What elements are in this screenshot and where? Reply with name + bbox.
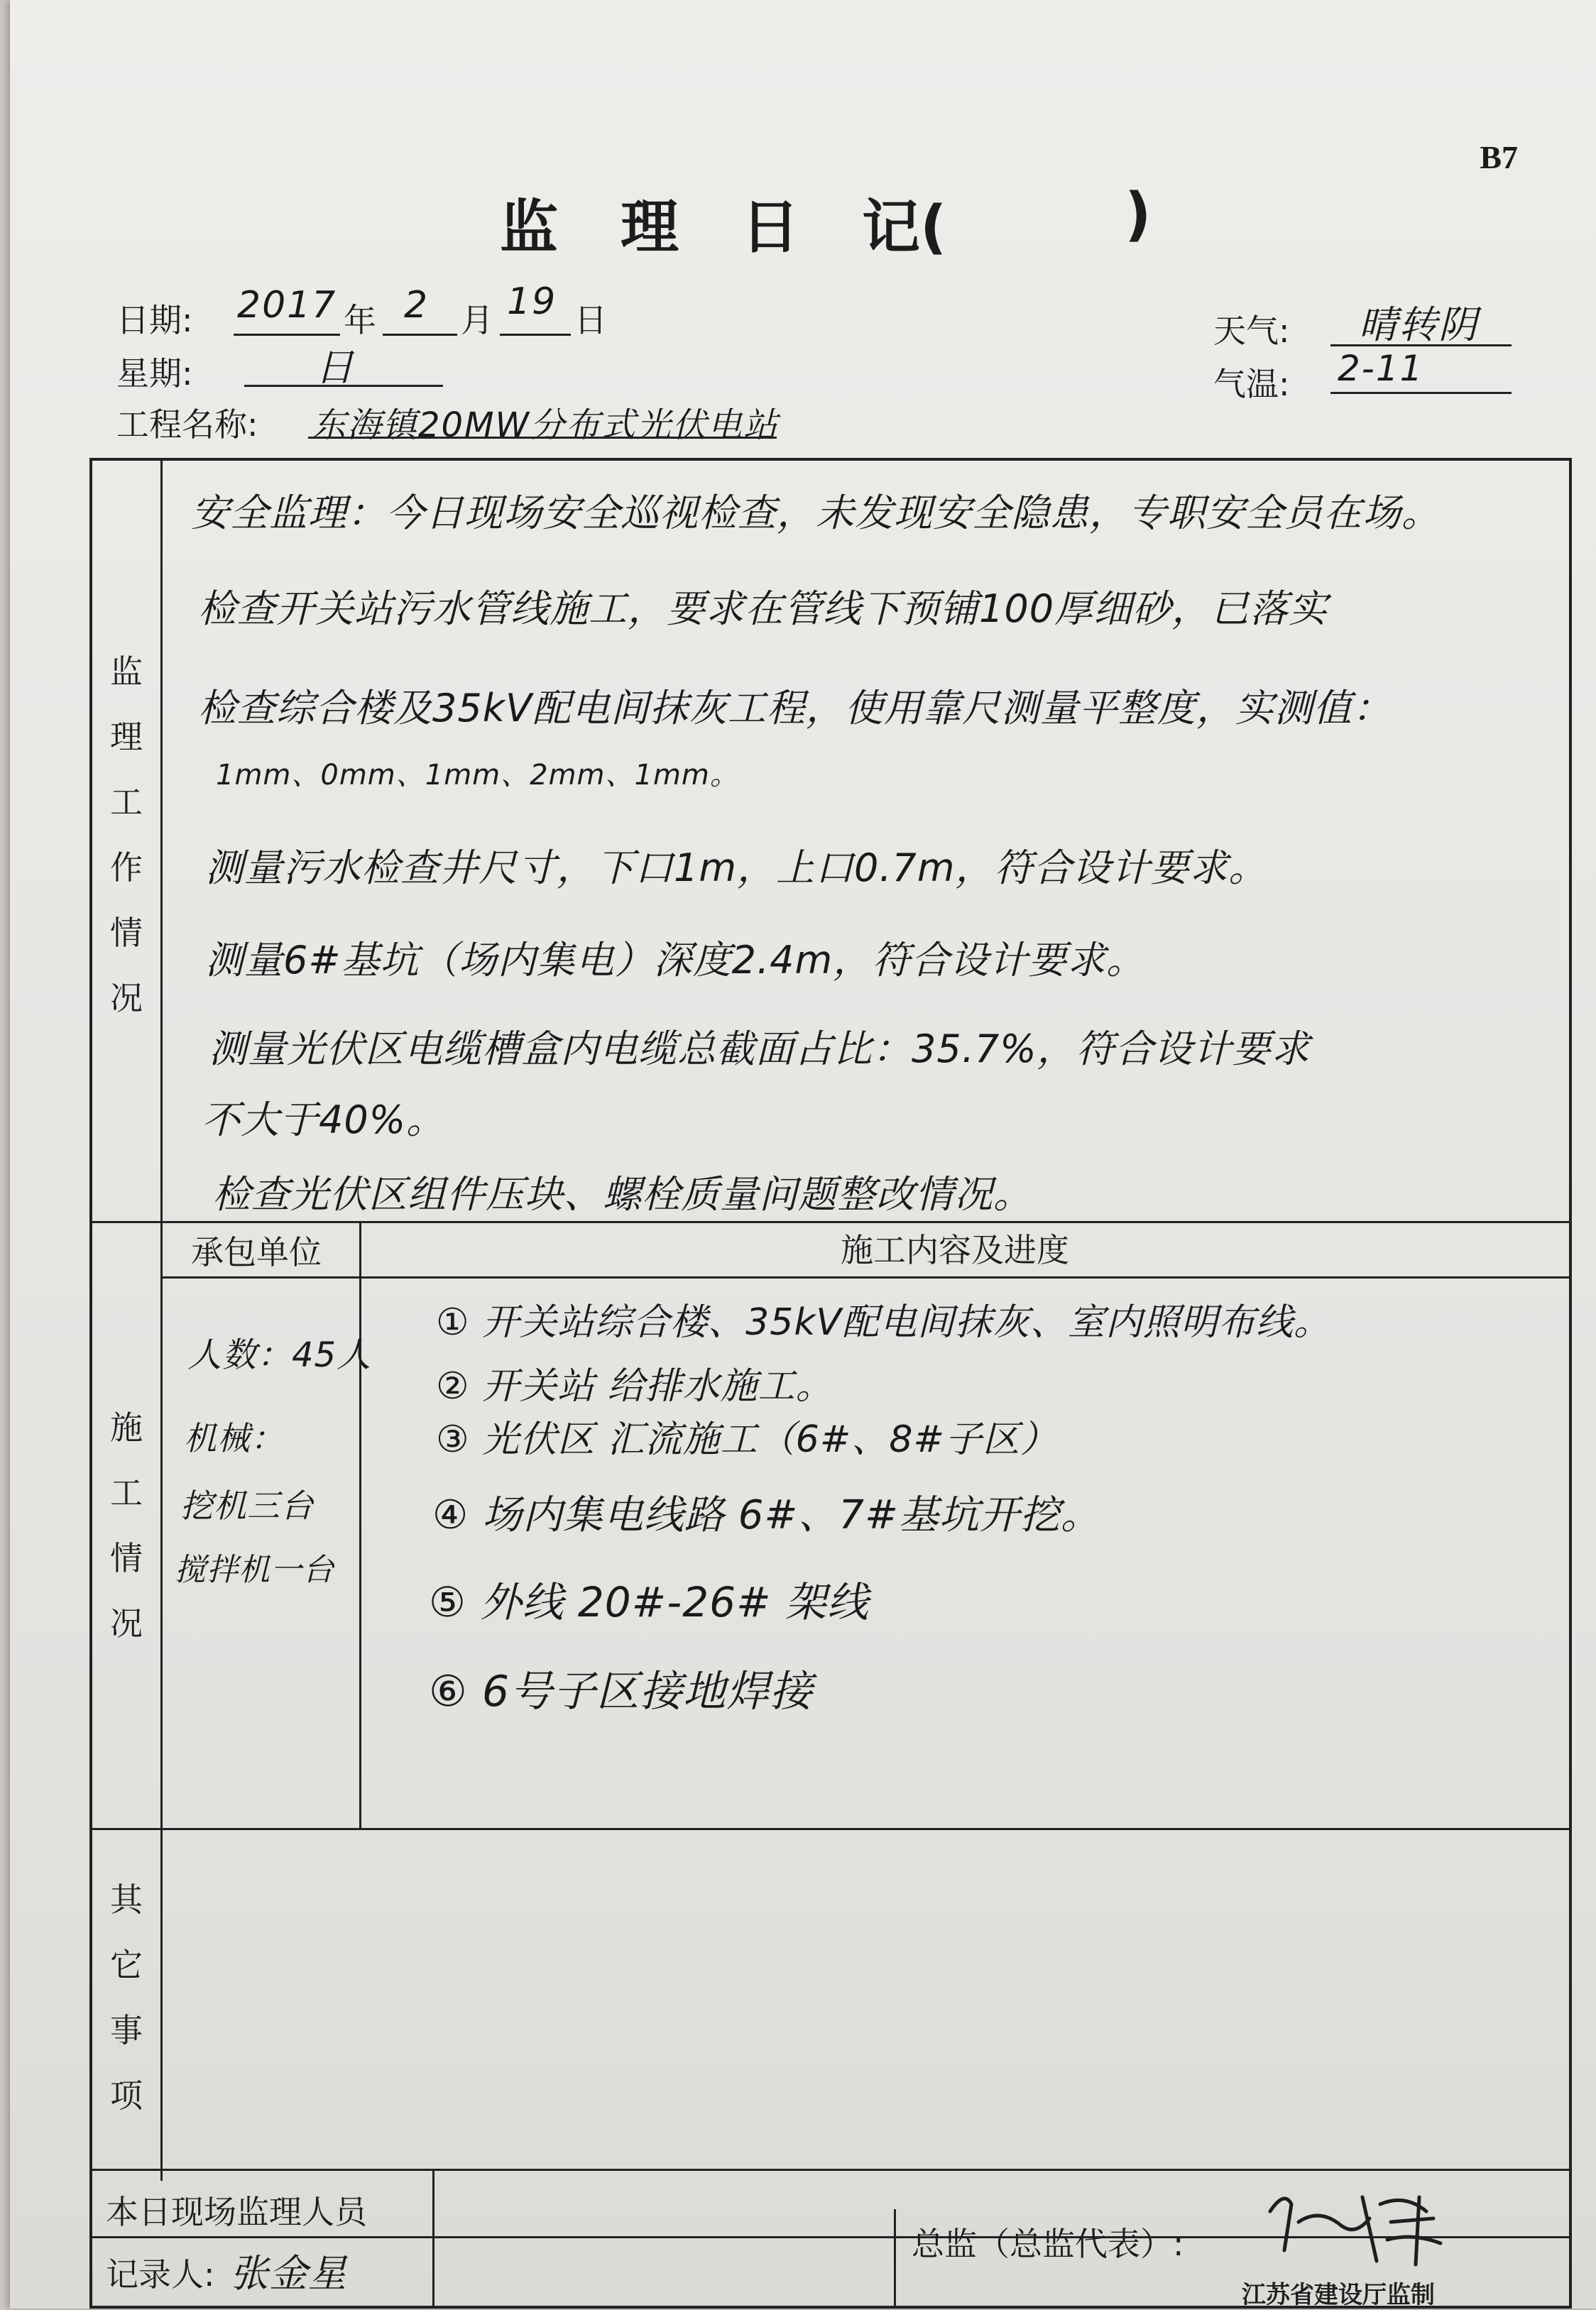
construction-header-divider	[162, 1276, 1570, 1279]
supervision-line: 1mm、0mm、1mm、2mm、1mm。	[216, 759, 739, 792]
label-char: 项	[110, 2076, 143, 2115]
weekday-label: 星期:	[116, 354, 193, 393]
progress-column-header: 施工内容及进度	[841, 1231, 1069, 1269]
month-underline	[383, 334, 457, 336]
supervision-line: 测量6#基坑（场内集电）深度2.4m，符合设计要求。	[205, 938, 1146, 982]
supervision-line: 测量光伏区电缆槽盒内电缆总截面占比：35.7%，符合设计要求	[209, 1027, 1311, 1071]
progress-line: ④ 场内集电线路 6#、7#基坑开挖。	[432, 1492, 1101, 1538]
contractor-line: 挖机三台	[180, 1487, 314, 1525]
recorder-name: 张金星	[230, 2251, 347, 2296]
weather-value: 晴转阴	[1359, 302, 1478, 347]
title-char: )	[1125, 181, 1152, 248]
label-char: 工	[110, 1474, 143, 1512]
supervision-label	[92, 639, 160, 1031]
date-month: 2	[404, 284, 430, 327]
weekday-value: 日	[315, 345, 355, 390]
label-char: 事	[110, 2011, 143, 2049]
supervision-line: 检查光伏区组件压块、螺栓质量问题整改情况。	[212, 1172, 1032, 1217]
day-underline	[500, 334, 571, 336]
recorder-label: 记录人:	[106, 2255, 215, 2294]
title-char: 记(	[862, 194, 947, 261]
label-char: 工	[110, 783, 143, 821]
chief-label: 总监（总监代表）:	[912, 2225, 1184, 2263]
footer-divider-chief	[894, 2209, 896, 2309]
supervision-line: 检查综合楼及35kV配电间抹灰工程，使用靠尺测量平整度，实测值：	[198, 686, 1392, 730]
diary-sheet	[10, 0, 1596, 2309]
temperature-value: 2-11	[1338, 348, 1424, 389]
progress-line: ② 开关站 给排水施工。	[436, 1365, 833, 1408]
other-label	[92, 1867, 160, 2128]
supervision-line: 测量污水检查井尺寸，下口1m，上口0.7m，符合设计要求。	[205, 845, 1268, 890]
project-label: 工程名称:	[116, 405, 258, 444]
supervision-line: 不大于40%。	[202, 1097, 446, 1142]
weather-label: 天气:	[1213, 312, 1290, 350]
label-char: 施	[110, 1408, 143, 1447]
contractor-line: 搅拌机一台	[175, 1552, 334, 1588]
form-code: B7	[1480, 139, 1518, 175]
label-char: 情	[110, 1539, 143, 1577]
year-underline	[234, 334, 340, 336]
date-label: 日期:	[116, 301, 193, 339]
progress-line: ⑤ 外线 20#-26# 架线	[429, 1578, 870, 1626]
page-title	[500, 181, 1174, 259]
label-char: 况	[110, 1604, 143, 1643]
month-unit: 月	[461, 301, 493, 339]
contractor-line: 机械：	[184, 1419, 284, 1457]
section-divider-supervision	[91, 1221, 1570, 1223]
chief-signature	[1256, 2183, 1469, 2268]
contractor-line: 人数：45人	[187, 1335, 372, 1375]
contractor-column-header: 承包单位	[191, 1233, 322, 1271]
label-column-divider	[160, 459, 163, 2181]
title-char: 理	[621, 194, 679, 261]
staff-label: 本日现场监理人员	[106, 2193, 367, 2231]
label-char: 理	[110, 718, 143, 756]
label-char: 它	[110, 1946, 143, 1984]
label-char: 况	[110, 979, 143, 1017]
title-char: 日	[741, 194, 800, 261]
progress-line: ⑥ 6号子区接地焊接	[429, 1667, 814, 1717]
progress-line: ① 开关站综合楼、35kV配电间抹灰、室内照明布线。	[436, 1301, 1332, 1344]
date-day: 19	[507, 280, 557, 323]
project-underline	[308, 437, 777, 439]
construction-label	[92, 1395, 160, 1656]
project-name: 东海镇20MW分布式光伏电站	[312, 405, 779, 445]
issuing-authority: 江苏省建设厅监制	[1242, 2281, 1435, 2309]
section-divider-other	[91, 2169, 1570, 2171]
section-divider-construction	[91, 1828, 1570, 1830]
supervision-line: 安全监理：今日现场安全巡视检查，未发现安全隐患，专职安全员在场。	[191, 491, 1441, 535]
temperature-label: 气温:	[1213, 365, 1290, 403]
label-char: 情	[110, 914, 143, 952]
supervision-line: 检查开关站污水管线施工，要求在管线下预铺100厚细砂，已落实	[198, 586, 1328, 631]
temperature-underline	[1330, 392, 1512, 394]
construction-column-divider	[359, 1221, 361, 1828]
title-char: 监	[500, 194, 559, 261]
date-year: 2017	[237, 284, 337, 327]
year-unit: 年	[344, 301, 376, 339]
label-char: 监	[110, 652, 143, 691]
label-char: 其	[110, 1881, 143, 1919]
progress-line: ③ 光伏区 汇流施工（6#、8#子区）	[436, 1418, 1058, 1461]
footer-divider-staff	[432, 2169, 434, 2309]
label-char: 作	[110, 848, 143, 887]
day-unit: 日	[574, 301, 607, 339]
